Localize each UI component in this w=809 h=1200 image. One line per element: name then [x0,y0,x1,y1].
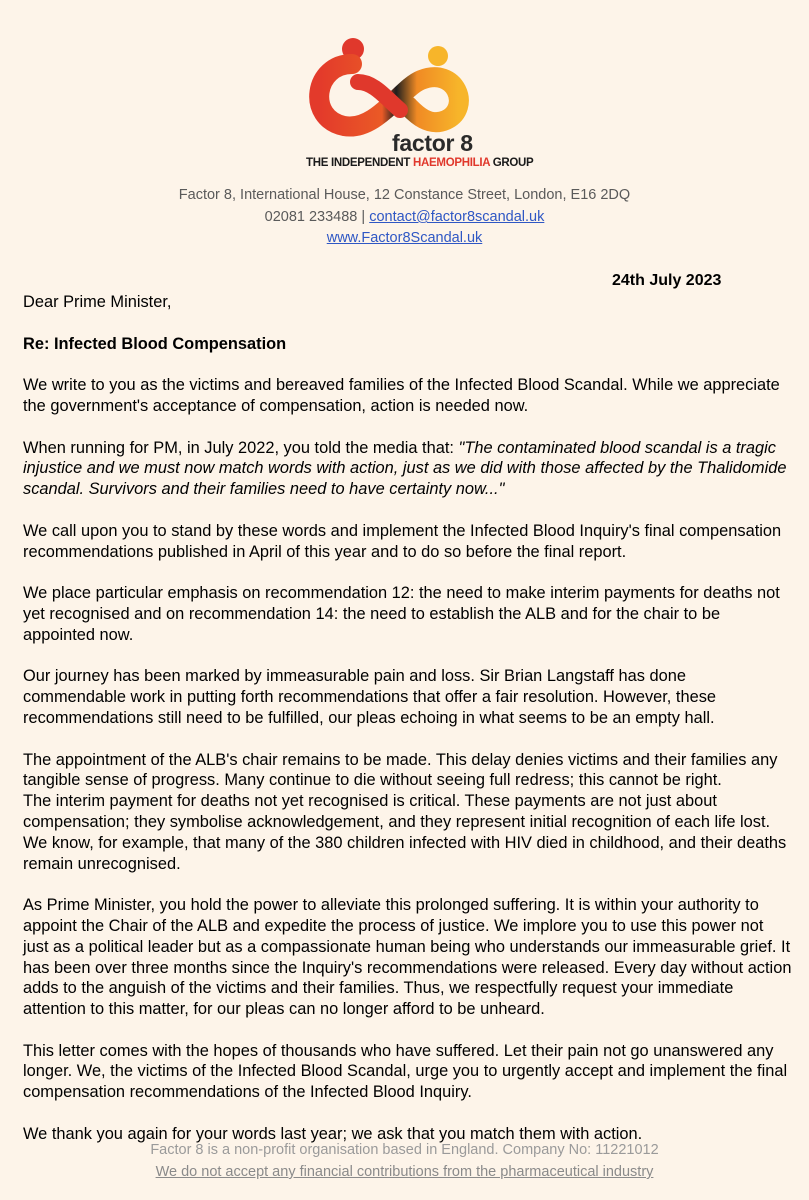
tagline-part1: THE INDEPENDENT [306,157,414,169]
tagline-part3: GROUP [489,157,534,169]
paragraph-4: We place particular emphasis on recommendation 12: the need to make interim payments for deaths not yet recognised and on recommendation 14: the need to establish the ALB and for the chair to be appointed now. [23,584,780,644]
footer-company-line: Factor 8 is a non-profit organisation based in England. Company No: 11221012 [150,1142,659,1158]
factor8-infinity-logo-icon [296,38,486,138]
brand-tagline [306,157,533,169]
subject-line: Re: Infected Blood Compensation [23,334,287,353]
website-link[interactable]: www.Factor8Scandal.uk [326,230,483,246]
paragraph-6a: The appointment of the ALB's chair remains to be made. This delay denies victims and their families any tangible sense of progress. Many continue to die without seeing full redress; this cannot be right. [23,750,778,790]
paragraph-1: We write to you as the victims and bereaved families of the Infected Blood Scandal. While we appreciate the government's acceptance of compensation, action is needed now. [23,376,780,415]
email-link[interactable]: contact@factor8scandal.uk [369,209,545,225]
contact-separator: | [357,209,370,225]
contact-line [0,209,809,225]
brand-name: factor 8 [392,130,473,156]
tagline-part2: HAEMOPHILIA [413,157,490,169]
paragraph-9: We thank you again for your words last year; we ask that you match them with action. [23,1124,643,1143]
address-line: Factor 8, International House, 12 Constance Street, London, E16 2DQ [178,187,631,203]
paragraph-6 [23,750,793,875]
letter-body [23,292,793,1165]
paragraph-2-intro: When running for PM, in July 2022, you told the media that: [23,438,459,457]
letter-date: 24th July 2023 [612,272,722,289]
letterhead-logo [0,38,809,173]
phone-number: 02081 233488 [264,209,358,225]
paragraph-7: As Prime Minister, you hold the power to alleviate this prolonged suffering. It is within your authority to appoint the Chair of the ALB and expedite the process of justice. We implore you to use this power not just as a political leader but as a compassionate human being who understands our immeasurable grief. It has been over three months since the Inquiry's recommendations were released. Every day without action adds to the anguish of the victims and their families. Thus, we respectfully request your immediate attention to this matter, for our pleas can no longer afford to be unheard. [23,896,792,1019]
salutation: Dear Prime Minister, [23,293,172,311]
paragraph-6b: The interim payment for deaths not yet recognised is critical. These payments are not just about compensation; they symbolise acknowledgement, and they represent initial recognition of each life lost. We know, for example, that many of the 380 children infected with HIV died in childhood, and their deaths remain unrecognised. [23,792,787,873]
paragraph-2-quote: "The contaminated blood scandal is a tragic injustice and we must now match words with action, just as we did with those affected by the Thalidomide scandal. Survivors and their families need to have certainty now..." [23,438,787,499]
paragraph-5: Our journey has been marked by immeasurable pain and loss. Sir Brian Langstaff has done commendable work in putting forth recommendations that offer a fair resolution. However, these recommendations still need to be fulfilled, our pleas echoing in what seems to be an empty hall. [23,667,717,727]
footer-disclaimer-line [0,1164,809,1180]
website-line [0,230,809,246]
paragraph-2 [23,438,793,500]
footer-disclaimer-link[interactable]: We do not accept any financial contributions from the pharmaceutical industry [155,1164,654,1180]
paragraph-8: This letter comes with the hopes of thousands who have suffered. Let their pain not go unanswered any longer. We, the victims of the Infected Blood Scandal, urge you to urgently accept and implement the final compensation recommendations of the Infected Blood Inquiry. [23,1041,788,1102]
paragraph-3: We call upon you to stand by these words and implement the Infected Blood Inquiry's final compensation recommendations published in April of this year and to do so before the final report. [23,521,782,561]
head-yellow-icon [428,46,448,66]
